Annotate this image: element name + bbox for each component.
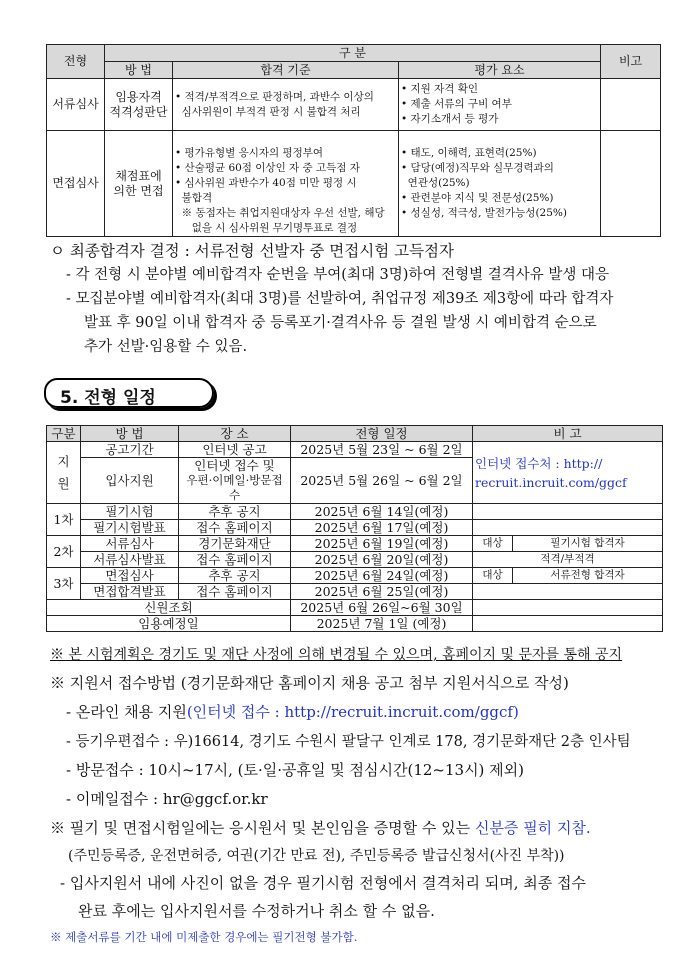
- group-label: 3차: [47, 568, 81, 600]
- cell-place: 추후 공지: [179, 504, 291, 520]
- cell-date: 2025년 6월 26일~6월 30일: [291, 600, 473, 616]
- cell-method: 면접합격발표: [81, 584, 179, 600]
- reserve-note-2: - 모집분야별 예비합격자(최대 3명)를 선발하여, 취업규정 제39조 제3항에 따라 합격자: [66, 291, 614, 307]
- cell-place: 인터넷 공고: [179, 442, 291, 458]
- cell-remark-value: 필기시험 합격자: [513, 536, 663, 552]
- cell-remark: [473, 616, 663, 632]
- cell-method: 서류심사발표: [81, 552, 179, 568]
- col-header-schedule: 전형 일정: [291, 426, 473, 442]
- submission-warning: ※ 제출서류를 기간 내에 미제출한 경우에는 필기전형 불가함.: [50, 930, 358, 944]
- table-row: [47, 552, 663, 568]
- section-heading: 5. 전형 일정: [44, 378, 214, 408]
- row-criteria: • 적격/부적격으로 판정하며, 과반수 이상의 심사위원이 부적격 판정 시 불합격 처리: [173, 79, 399, 131]
- cell-date: 2025년 5월 26일 ~ 6월 2일: [291, 458, 473, 504]
- row-remark: [601, 131, 661, 237]
- online-apply-link[interactable]: (인터넷 접수 : http://recruit.incruit.com/ggcf): [186, 703, 519, 721]
- row-remark: [601, 79, 661, 131]
- row-method: 채점표에 의한 면접: [105, 131, 173, 237]
- cell-remark: [473, 584, 663, 600]
- cell-method: 신원조회: [47, 600, 291, 616]
- row-criteria: • 평가유형별 응시자의 평정부여 • 산술평균 60점 이상인 자 중 고득점 자 • 심사위원 과반수가 40점 미만 평정 시 불합격 ※ 동점자는 취업지원대상자 우선 선발, 해당 없을 시 심사위원 무기명투표로 결정: [173, 131, 399, 237]
- table-row: [47, 568, 663, 584]
- col-header-division: 구 분: [105, 45, 601, 62]
- reserve-note-4: 추가 선발·임용할 수 있음.: [84, 339, 248, 355]
- cell-method: 필기시험: [81, 504, 179, 520]
- col-header-division: 구분: [47, 426, 81, 442]
- col-header-place: 장 소: [179, 426, 291, 442]
- table-row: [47, 442, 663, 458]
- cell-remark: [473, 504, 663, 520]
- cell-place: 접수 홈페이지: [179, 584, 291, 600]
- cell-place: 접수 홈페이지: [179, 552, 291, 568]
- cell-method: 면접심사: [81, 568, 179, 584]
- col-header-method: 방 법: [81, 426, 179, 442]
- cell-method: 서류심사: [81, 536, 179, 552]
- cell-date: 2025년 6월 17일(예정): [291, 520, 473, 536]
- table-row: [47, 584, 663, 600]
- cell-date: 2025년 6월 14일(예정): [291, 504, 473, 520]
- group-label: 지 원: [47, 442, 81, 504]
- photo-notice-1: - 입사지원서 내에 사진이 없을 경우 필기시험 전형에서 결격처리 되며, 최종 접수: [60, 874, 586, 892]
- row-method: 임용자격 적격성판단: [105, 79, 173, 131]
- notice-change: ※ 본 시험계획은 경기도 및 재단 사정에 의해 변경될 수 있으며, 홈페이지 및 문자를 통해 공지: [50, 647, 623, 663]
- reserve-note-3: 발표 후 90일 이내 합격자 중 등록포기·결격사유 등 결원 발생 시 예비합격 순으로: [84, 315, 597, 331]
- cell-remark-label: 대상: [473, 568, 513, 584]
- col-header-type: 전형: [47, 45, 105, 79]
- table-row: [47, 536, 663, 552]
- table-row: [47, 504, 663, 520]
- cell-date: 2025년 5월 23일 ~ 6월 2일: [291, 442, 473, 458]
- cell-place: 경기문화재단: [179, 536, 291, 552]
- mail-apply: - 등기우편접수 : 우)16614, 경기도 수원시 팔달구 인계로 178, 경기문화재단 2층 인사팀: [66, 734, 631, 750]
- col-header-remark: 비고: [601, 45, 661, 79]
- cell-place: 접수 홈페이지: [179, 520, 291, 536]
- cell-remark: [473, 600, 663, 616]
- table-row: [47, 600, 663, 616]
- remark-url: 인터넷 접수처 : http:// recruit.incruit.com/ggcf: [473, 442, 663, 504]
- row-eval: • 지원 자격 확인 • 제출 서류의 구비 여부 • 자기소개서 등 평가: [399, 79, 601, 131]
- cell-date: 2025년 6월 19일(예정): [291, 536, 473, 552]
- group-label: 2차: [47, 536, 81, 568]
- reserve-note-1: - 각 전형 시 분야별 예비합격자 순번을 부여(최대 3명)하여 전형별 결격사유 발생 대응: [66, 267, 609, 283]
- cell-place: 추후 공지: [179, 568, 291, 584]
- cell-remark-label: 대상: [473, 536, 513, 552]
- schedule-table: [46, 425, 663, 632]
- cell-method: 공고기간: [81, 442, 179, 458]
- table-row: [47, 520, 663, 536]
- cell-place: 인터넷 접수 및 우편·이메일·방문접수: [179, 458, 291, 504]
- cell-remark-value: 서류전형 합격자: [513, 568, 663, 584]
- group-label: 1차: [47, 504, 81, 536]
- cell-method: 입사지원: [81, 458, 179, 504]
- col-header-eval: 평가 요소: [399, 62, 601, 79]
- online-apply: - 온라인 채용 지원(인터넷 접수 : http://recruit.incruit.com/ggcf): [66, 703, 519, 721]
- cell-method: 임용예정일: [47, 616, 291, 632]
- row-eval: • 태도, 이해력, 표현력(25%) • 담당(예정)직무와 실무경력과의 연관성(25%) • 관련분야 지식 및 전문성(25%) • 성실성, 적극성, 발전가능성(25%): [399, 131, 601, 237]
- col-header-criteria: 합격 기준: [173, 62, 399, 79]
- photo-notice-2: 완료 후에는 입사지원서를 수정하거나 취소 할 수 없음.: [78, 902, 435, 920]
- email-apply: - 이메일접수 : hr@ggcf.or.kr: [66, 790, 268, 808]
- row-type: 서류심사: [47, 79, 105, 131]
- row-type: 면접심사: [47, 131, 105, 237]
- table-row: [47, 79, 661, 131]
- col-header-remark: 비 고: [473, 426, 663, 442]
- cell-date: 2025년 6월 25일(예정): [291, 584, 473, 600]
- cell-date: 2025년 6월 24일(예정): [291, 568, 473, 584]
- cell-date: 2025년 6월 20일(예정): [291, 552, 473, 568]
- visit-apply: - 방문접수 : 10시~17시, (토·일·공휴일 및 점심시간(12~13시) 제외): [66, 761, 525, 779]
- cell-method: 필기시험발표: [81, 520, 179, 536]
- evaluation-criteria-table: [46, 44, 661, 237]
- cell-remark: [473, 520, 663, 536]
- table-row: [47, 131, 661, 237]
- cell-date: 2025년 7월 1일 (예정): [291, 616, 473, 632]
- cell-remark: 적격/부적격: [473, 552, 663, 568]
- application-method: ※ 지원서 접수방법 (경기문화재단 홈페이지 채용 공고 첨부 지원서식으로 작성): [50, 674, 569, 692]
- final-decision-line: ㅇ 최종합격자 결정 : 서류전형 선발자 중 면접시험 고득점자: [50, 242, 454, 260]
- col-header-method: 방 법: [105, 62, 173, 79]
- id-notice: ※ 필기 및 면접시험일에는 응시원서 및 본인임을 증명할 수 있는 신분증 필히 지참.: [50, 819, 591, 837]
- table-row: [47, 616, 663, 632]
- id-types: (주민등록증, 운전면허증, 여권(기간 만료 전), 주민등록증 발급신청서(사진 부착)): [68, 848, 565, 864]
